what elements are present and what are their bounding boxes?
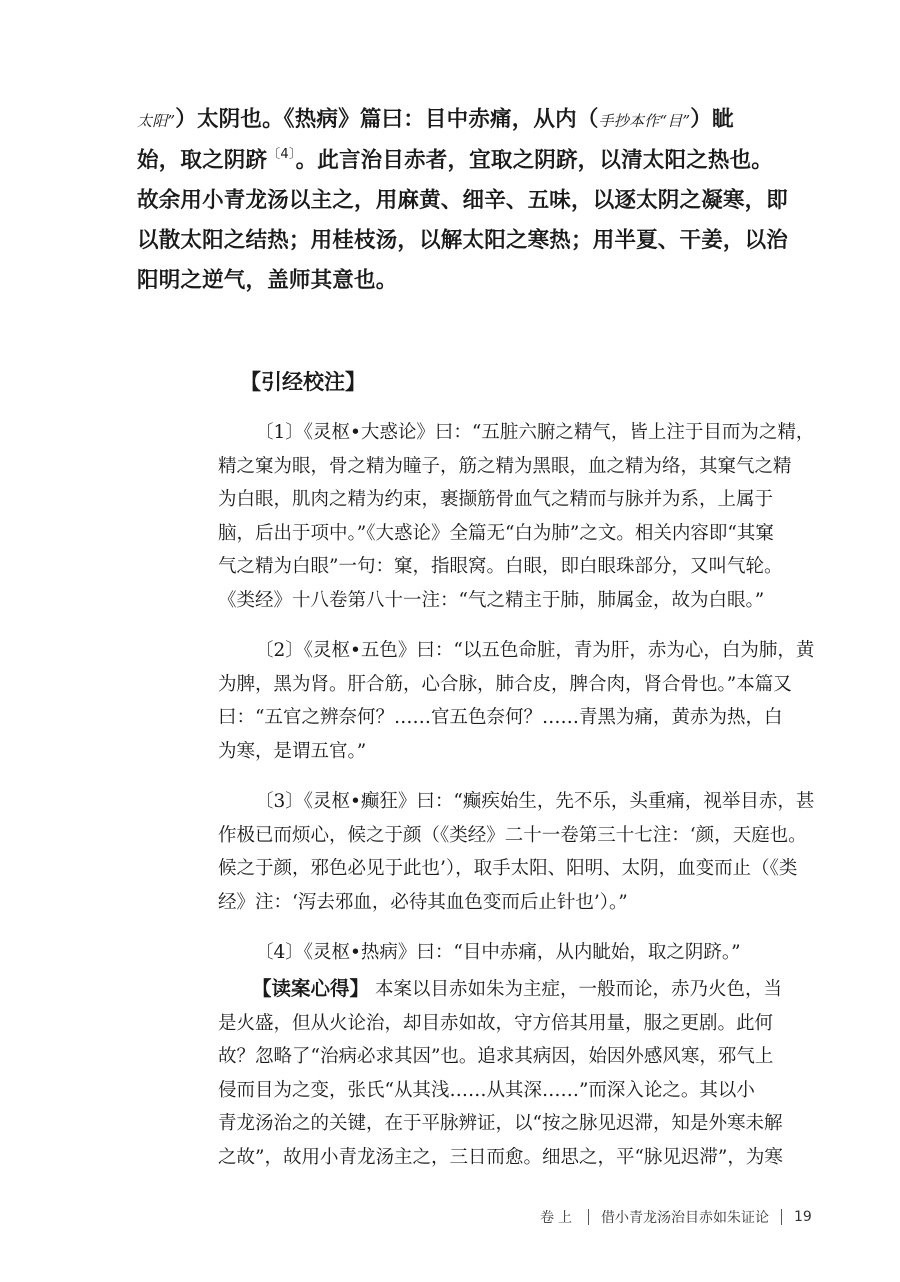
note-line: 为寒，是谓五官。” [218,740,367,762]
commentary-line: 青龙汤治之的关键，在于平脉辨证，以“按之脉见迟滞，知是外寒未解 [218,1113,783,1134]
note-line: 为脾，黑为肾。肝合筋，心合脉，肺合皮，脾合肉，肾合骨也。”本篇又 [218,673,792,695]
note-line: 〔4〕《灵枢•热病》曰：“目中赤痛，从内眦始，取之阴跻。” [255,942,741,963]
body-text: ）眦 [690,107,734,132]
page-footer [540,1205,812,1229]
note-line: 〔3〕《灵枢•癫狂》曰：“癫疾始生，先不乐，头重痛，视举目赤，甚 [255,791,815,812]
section-title: 【引经校注】 [240,370,366,394]
footer-title: 借小青龙汤治目赤如朱证论 [601,1210,769,1226]
body-line: 阳明之逆气，盖师其意也。 [137,268,398,293]
commentary-line [218,972,830,1007]
note-line: 气之精为白眼”一句：窠，指眼窝。白眼，即白眼珠部分，又叫气轮。 [218,556,783,577]
commentary-text: 本案以目赤如朱为主症，一般而论，赤乃火色，当 [375,979,783,1000]
body-text: 始，取之阴跻 [137,148,268,173]
note-4 [218,936,830,970]
note-1 [218,416,830,617]
note-line: 候之于颜，邪色必见于此也’），取手太阳、阳明、太阴，血变而止（《类 [218,858,798,879]
note-line: 脑，后出于项中。”《大惑论》全篇无“白为肺”之文。相关内容即“其窠 [218,522,774,544]
reading-commentary [218,972,830,1174]
body-text: ）太阴也。《热病》篇曰：目中赤痛，从内（ [175,107,599,132]
footer-divider [588,1209,589,1225]
note-line: 〔1〕《灵枢•大惑论》曰：“五脏六腑之精气，皆上注于目而为之精， [255,422,815,443]
footer-divider [781,1209,782,1225]
note-line: 为白眼，肌肉之精为约束，裹撷筋骨血气之精而与脉并为系，上属于 [218,489,774,510]
commentary-label: 【读案心得】 [252,977,370,1000]
commentary-line: 侵而目为之变，张氏“从其浅……从其深……”而深入论之。其以小 [218,1079,755,1101]
page-number: 19 [794,1209,812,1225]
body-line: 故余用小青龙汤以主之，用麻黄、细辛、五味，以逐太阴之凝寒，即 [137,188,789,213]
inline-note: 太阳” [137,112,176,130]
body-line [137,141,827,181]
note-line: 精之窠为眼，骨之精为瞳子，筋之精为黑眼，血之精为络，其窠气之精 [218,455,792,477]
footer-chapter: 卷上 [540,1210,576,1226]
commentary-line: 之故”，故用小青龙汤主之，三日而愈。细思之，平“脉见迟滞”，为寒 [218,1146,783,1168]
annotation-notes [218,416,830,987]
commentary-line: 是火盛，但从火论治，却目赤如故，守方倍其用量，服之更剧。此何 [218,1012,774,1034]
footnote-ref: 〔4〕 [267,147,296,162]
body-line [137,100,827,141]
body-text: 。此言治目赤者，宜取之阴跻，以清太阳之热也。 [295,148,773,173]
note-line: 曰：“五官之辨奈何？……官五色奈何？……青黑为痛，黄赤为热，白 [218,707,783,728]
main-body-text [137,100,827,301]
body-line: 以散太阳之结热；用桂枝汤，以解太阳之寒热；用半夏、干姜，以治 [137,228,789,253]
commentary-line: 故？忽略了“治病必求其因”也。追求其病因，始因外感风寒，邪气上 [218,1046,774,1067]
note-line: 作极已而烦心，候之于颜（《类经》二十一卷第三十七注：‘颜，天庭也。 [218,824,807,846]
note-line: 经》注：‘泻去邪血，必待其血色变而后止针也’）。” [218,891,628,913]
note-line: 《类经》十八卷第八十一注：“气之精主于肺，肺属金，故为白眼。” [218,589,765,611]
note-3 [218,785,830,919]
note-2 [218,634,830,768]
inline-note: 手抄本作“目” [598,112,691,130]
note-line: 〔2〕《灵枢•五色》曰：“以五色命脏，青为肝，赤为心，白为肺，黄 [255,640,815,661]
